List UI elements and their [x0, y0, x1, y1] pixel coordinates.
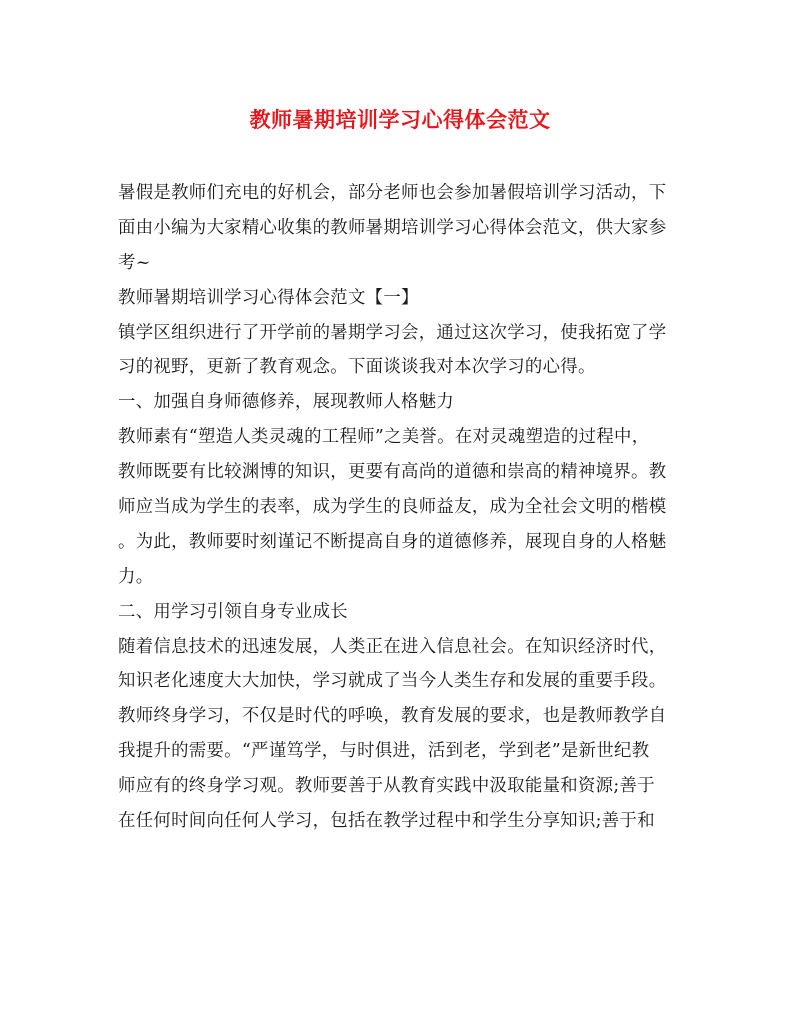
- paragraph-1-line-1: 镇学区组织进行了开学前的暑期学习会，通过这次学习，使我拓宽了学: [118, 322, 667, 343]
- paragraph-2-line-4: 。为此，教师要时刻谨记不断提高自身的道德修养，展现自身的人格魅: [118, 531, 667, 552]
- paragraph-3-line-2: 知识老化速度大大加快，学习就成了当今人类生存和发展的重要手段。: [118, 671, 667, 692]
- subheading-2: 二、用学习引领自身专业成长: [118, 601, 348, 622]
- paragraph-2-line-1: 教师素有“塑造人类灵魂的工程师”之美誉。在对灵魂塑造的过程中，: [118, 427, 650, 448]
- paragraph-3-line-4: 我提升的需要。“严谨笃学，与时俱进，活到老，学到老”是新世纪教: [118, 741, 650, 762]
- intro-line-1: 暑假是教师们充电的好机会，部分老师也会参加暑假培训学习活动，下: [118, 183, 667, 203]
- paragraph-3-line-3: 教师终身学习，不仅是时代的呼唤，教育发展的要求，也是教师教学自: [118, 706, 667, 727]
- document-body: [118, 176, 688, 839]
- section-heading-1: 教师暑期培训学习心得体会范文【一】: [118, 287, 419, 308]
- paragraph-3-line-6: 在任何时间向任何人学习，包括在教学过程中和学生分享知识;善于和: [118, 811, 655, 832]
- intro-line-2: 面由小编为大家精心收集的教师暑期培训学习心得体会范文，供大家参: [118, 217, 667, 238]
- document-title: 教师暑期培训学习心得体会范文: [249, 107, 551, 132]
- paragraph-2-line-5: 力。: [118, 566, 154, 587]
- paragraph-3-line-1: 随着信息技术的迅速发展，人类正在进入信息社会。在知识经济时代，: [118, 636, 667, 657]
- paragraph-3-line-5: 师应有的终身学习观。教师要善于从教育实践中汲取能量和资源;善于: [118, 776, 655, 797]
- subheading-1: 一、加强自身师德修养，展现教师人格魅力: [118, 392, 455, 413]
- paragraph-2-line-3: 师应当成为学生的表率，成为学生的良师益友，成为全社会文明的楷模: [118, 497, 667, 518]
- paragraph-1-line-2: 习的视野，更新了教育观念。下面谈谈我对本次学习的心得。: [118, 357, 596, 378]
- paragraph-2-line-2: 教师既要有比较渊博的知识，更要有高尚的道德和崇高的精神境界。教: [118, 462, 667, 483]
- intro-line-3: 考~: [118, 252, 151, 273]
